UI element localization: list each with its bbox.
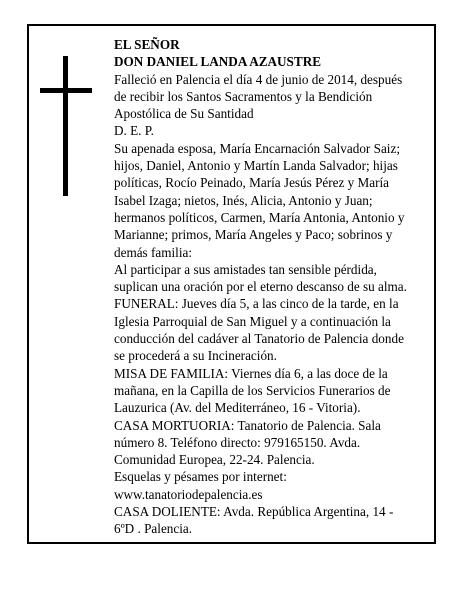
body-line: FUNERAL: Jueves día 5, a las cinco de la tarde, en la [114,296,399,312]
body-line: Iglesia Parroquial de San Miguel y a continuación la [114,313,391,329]
body-line: demás familia: [114,244,192,260]
obituary-text [114,36,414,538]
body-line: de recibir los Santos Sacramentos y la Bendición [114,88,373,104]
body-line: CASA MORTUORIA: Tanatorio de Palencia. Sala [114,417,381,433]
body-line: mañana, en la Capilla de los Servicios Funerarios de [114,382,391,398]
website-link[interactable]: www.tanatoriodepalencia.es [114,486,263,502]
body-line: Al participar a sus amistades tan sensible pérdida, [114,261,377,277]
body-line: Apostólica de Su Santidad [114,106,254,122]
notice-title: EL SEÑOR [114,37,180,52]
body-line: suplican una oración por el eterno descanso de su alma. [114,279,407,295]
body-line: Falleció en Palencia el día 4 de junio de 2014, después [114,71,403,87]
body-line: hermanos políticos, Carmen, María Antonia, Antonio y [114,209,405,225]
body-line: Marianne; primos, María Angeles y Paco; sobrinos y [114,227,393,243]
body-line: D. E. P. [114,123,154,139]
body-line: hijos, Daniel, Antonio y Martín Landa Salvador; hijas [114,158,398,174]
body-line: Lauzurica (Av. del Mediterráneo, 16 - Vitoria). [114,400,361,416]
body-line: se procederá a su Incineración. [114,348,277,364]
body-line: MISA DE FAMILIA: Viernes día 6, a las doce de la [114,365,388,381]
body-line: CASA DOLIENTE: Avda. República Argentina, 14 - [114,504,394,520]
body-line: 6ºD . Palencia. [114,521,193,537]
cross-icon-crossbar [40,88,92,93]
body-line: Comunidad Europea, 22-24. Palencia. [114,452,315,468]
body-line: número 8. Teléfono directo: 979165150. Avda. [114,434,361,450]
deceased-name: DON DANIEL LANDA AZAUSTRE [114,54,322,70]
body-line: Isabel Izaga; nietos, Inés, Alicia, Antonio y Juan; [114,192,373,208]
body-line: Esquelas y pésames por internet: [114,469,287,485]
cross-icon [63,56,68,196]
body-line: Su apenada esposa, María Encarnación Salvador Saiz; [114,140,400,156]
body-line: conducción del cadáver al Tanatorio de Palencia donde [114,331,404,347]
body-line: políticas, Rocío Peinado, María Jesús Pérez y María [114,175,390,191]
